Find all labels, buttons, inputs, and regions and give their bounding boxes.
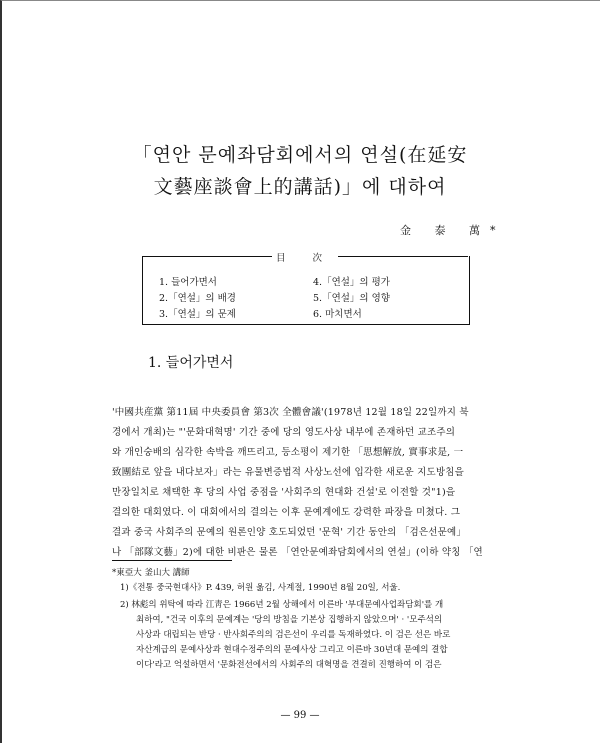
author: 金 泰 萬*: [400, 224, 506, 237]
footnote-continuation: 사상과 대립되는 반당 · 반사회주의의 검은선이 우리를 독재하였다. 이 검은 선은 바로: [136, 630, 451, 640]
body-line: 나 「部隊文藝」2)에 대한 비판은 물론 「연안문예좌담회에서의 연설」(이하 약칭 「연: [112, 547, 483, 558]
toc-item: 3.「연설」의 문제: [159, 309, 236, 320]
page-number: — 99 —: [280, 710, 320, 721]
body-line: 致團結로 앞을 내다보자」라는 유물변증법적 사상노선에 입각한 새로운 지도방침을: [112, 467, 465, 478]
footnote-continuation: 최하여, "건국 이후의 문예계는 '당의 방침을 기본상 집행하지 않았으며' · '모주석의: [136, 615, 443, 625]
body-line: 결의한 대회였다. 이 대회에서의 결의는 이후 문예계에도 강력한 파장을 미쳤다. 그: [112, 507, 461, 518]
article-title-line-2: 文藝座談會上的講話)」에 대하여: [153, 176, 447, 198]
article-title-line-1: 「연안 문예좌담회에서의 연설(在延安: [132, 144, 468, 166]
body-line: 와 개인숭배의 심각한 속박을 깨뜨리고, 등소평이 제기한 「思想解放, 實事求是, 一: [112, 447, 464, 458]
section-heading: 1. 들어가면서: [148, 355, 234, 371]
toc-item: 1. 들어가면서: [159, 277, 217, 288]
toc-item: 5.「연설」의 영향: [313, 293, 390, 304]
table-of-contents: [142, 256, 470, 325]
toc-item: 2.「연설」의 배경: [159, 293, 236, 304]
body-line: 경에서 개최)는 "'문화대혁명' 기간 중에 당의 영도사상 내부에 존재하던 교조주의: [112, 427, 456, 438]
body-line: 만장일치로 채택한 후 당의 사업 중점을 '사회주의 현대화 건설'로 이전할 것"1)을: [112, 487, 456, 498]
footnote-continuation: 이다'라고 억설하면서 '문화전선에서의 사회주의 대혁명을 견결히 진행하여 이 검은: [136, 660, 442, 670]
body-line: '中國共産黨 第11屆 中央委員會 第3次 全體會議'(1978년 12월 18일 22일까지 북: [112, 407, 469, 418]
footnote: 2) 林彪의 위탁에 따라 江靑은 1966년 2월 상해에서 이른바 '부대문예사업좌담회'를 개: [120, 600, 444, 610]
toc-item: 4.「연설」의 평가: [313, 277, 390, 288]
footnote: 1)《전통 중국현대사》P. 439, 허원 옮김, 사계절, 1990년 8월 20일, 서울.: [120, 583, 401, 593]
body-line: 결과 중국 사회주의 문예의 원론인양 호도되었던 '문혁' 기간 동안의 「검은선문예」: [112, 527, 467, 538]
toc-heading: 目 次: [275, 253, 335, 264]
author-affiliation: *東亞大 釜山大 講師: [112, 568, 190, 578]
toc-item: 6. 마치면서: [313, 309, 362, 320]
footnote-divider: [112, 560, 232, 561]
footnote-continuation: 자산계급의 문예사상과 현대수정주의의 문예사상 그리고 이른바 30년대 문예의 결합: [136, 645, 448, 655]
